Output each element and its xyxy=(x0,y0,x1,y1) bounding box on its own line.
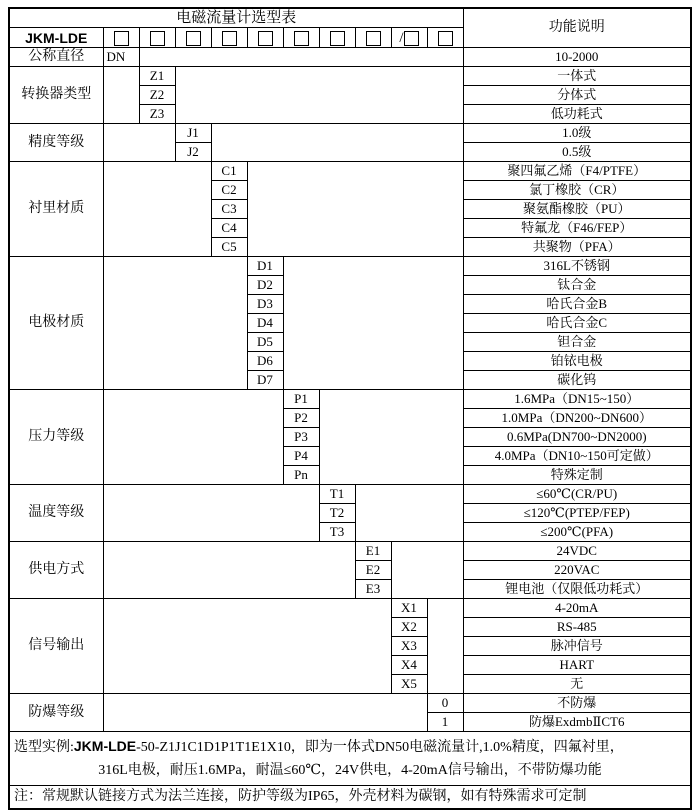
model-checkbox[interactable] xyxy=(404,31,419,46)
code-cell: D6 xyxy=(247,352,283,371)
spacer-cell xyxy=(103,542,355,599)
model-code-cell-dn xyxy=(103,28,139,48)
code-cell: T3 xyxy=(319,523,355,542)
code-cell: X3 xyxy=(391,637,427,656)
model-code-cell-x xyxy=(391,28,427,48)
example-line2: 316L电极，耐压1.6MPa，耐温≤60℃，24V供电，4-20mA信号输出，不带防爆功能 xyxy=(98,763,602,779)
spacer-cell xyxy=(103,485,319,542)
spacer-cell xyxy=(283,257,463,390)
desc-cell: RS-485 xyxy=(463,618,691,637)
code-cell: D1 xyxy=(247,257,283,276)
spacer-cell xyxy=(319,390,463,485)
code-cell: P1 xyxy=(283,390,319,409)
desc-cell: 低功耗式 xyxy=(463,105,691,124)
desc-cell: 钽合金 xyxy=(463,333,691,352)
footnote: 注：常规默认链接方式为法兰连接，防护等级为IP65，外壳材料为碳钢，如有特殊需求可定制 xyxy=(9,786,691,810)
code-cell: Z2 xyxy=(139,86,175,105)
section-label-liner: 衬里材质 xyxy=(9,162,103,257)
model-checkbox[interactable] xyxy=(330,31,345,46)
model-code-cell-ex xyxy=(427,28,463,48)
code-cell: X1 xyxy=(391,599,427,618)
code-cell: E3 xyxy=(355,580,391,599)
code-cell: D5 xyxy=(247,333,283,352)
desc-cell: 防爆ExdmbⅡCT6 xyxy=(463,713,691,732)
code-cell: X2 xyxy=(391,618,427,637)
code-cell: Z1 xyxy=(139,67,175,86)
code-cell: DN xyxy=(103,48,139,67)
code-cell: P2 xyxy=(283,409,319,428)
spacer-cell xyxy=(103,694,427,732)
desc-cell: 铂铱电极 xyxy=(463,352,691,371)
model-code-cell-p xyxy=(283,28,319,48)
model-checkbox[interactable] xyxy=(186,31,201,46)
code-cell: T2 xyxy=(319,504,355,523)
section-label-temperature: 温度等级 xyxy=(9,485,103,542)
model-checkbox[interactable] xyxy=(294,31,309,46)
code-cell: D2 xyxy=(247,276,283,295)
desc-cell: 哈氏合金C xyxy=(463,314,691,333)
desc-cell: 24VDC xyxy=(463,542,691,561)
code-cell: D7 xyxy=(247,371,283,390)
code-cell: E1 xyxy=(355,542,391,561)
desc-cell: 钛合金 xyxy=(463,276,691,295)
model-code-cell-z xyxy=(139,28,175,48)
section-label-explosion: 防爆等级 xyxy=(9,694,103,732)
spacer-cell xyxy=(103,67,139,124)
model-checkbox[interactable] xyxy=(150,31,165,46)
selection-table xyxy=(8,7,692,810)
desc-cell: 1.6MPa（DN15~150） xyxy=(463,390,691,409)
code-cell: T1 xyxy=(319,485,355,504)
code-cell: Pn xyxy=(283,466,319,485)
desc-cell: 0.5级 xyxy=(463,143,691,162)
function-column-header: 功能说明 xyxy=(463,8,691,48)
desc-cell: 0.6MPa(DN700~DN2000) xyxy=(463,428,691,447)
section-label-electrode: 电极材质 xyxy=(9,257,103,390)
desc-cell: 1.0级 xyxy=(463,124,691,143)
model-code-cell-t xyxy=(319,28,355,48)
code-cell: J2 xyxy=(175,143,211,162)
table-title: 电磁流量计选型表 xyxy=(9,8,463,28)
desc-cell: 脉冲信号 xyxy=(463,637,691,656)
model-checkbox[interactable] xyxy=(438,31,453,46)
example-model: JKM-LDE xyxy=(73,738,137,755)
desc-cell: 316L不锈钢 xyxy=(463,257,691,276)
selection-example xyxy=(9,732,691,786)
spacer-cell xyxy=(211,124,463,162)
spacer-cell xyxy=(247,162,463,257)
spacer-cell xyxy=(103,257,247,390)
desc-cell: 分体式 xyxy=(463,86,691,105)
code-cell: C4 xyxy=(211,219,247,238)
section-label-pressure: 压力等级 xyxy=(9,390,103,485)
model-code-cell-c xyxy=(211,28,247,48)
spacer-cell xyxy=(103,124,175,162)
spacer-cell xyxy=(427,599,463,694)
model-checkbox[interactable] xyxy=(366,31,381,46)
model-code-cell-d xyxy=(247,28,283,48)
code-cell: 0 xyxy=(427,694,463,713)
code-cell: J1 xyxy=(175,124,211,143)
desc-cell: 无 xyxy=(463,675,691,694)
spacer-cell xyxy=(139,48,463,67)
spacer-cell xyxy=(391,542,463,599)
code-cell: Z3 xyxy=(139,105,175,124)
example-tail: -50-Z1J1C1D1P1T1E1X10，即为一体式DN50电磁流量计,1.0%精度，四氟衬里， xyxy=(136,740,624,756)
desc-cell: ≤120℃(PTEP/FEP) xyxy=(463,504,691,523)
code-cell: D4 xyxy=(247,314,283,333)
model-checkbox[interactable] xyxy=(222,31,237,46)
desc-cell: ≤200℃(PFA) xyxy=(463,523,691,542)
desc-cell: 锂电池（仅限低功耗式） xyxy=(463,580,691,599)
example-prefix: 选型实例: xyxy=(14,740,74,756)
code-cell: C3 xyxy=(211,200,247,219)
spacer-cell xyxy=(103,162,211,257)
section-label-converter: 转换器类型 xyxy=(9,67,103,124)
code-cell: 1 xyxy=(427,713,463,732)
spacer-cell xyxy=(175,67,463,124)
section-label-dn: 公称直径 xyxy=(9,48,103,67)
model-prefix: JKM-LDE xyxy=(9,28,103,48)
model-code-cell-e xyxy=(355,28,391,48)
desc-cell: HART xyxy=(463,656,691,675)
code-cell: E2 xyxy=(355,561,391,580)
example-line1 xyxy=(14,735,686,759)
code-cell: C2 xyxy=(211,181,247,200)
desc-cell: 一体式 xyxy=(463,67,691,86)
desc-cell: 10-2000 xyxy=(463,48,691,67)
spacer-cell xyxy=(103,599,391,694)
code-cell: D3 xyxy=(247,295,283,314)
desc-cell: 4.0MPa（DN10~150可定做） xyxy=(463,447,691,466)
desc-cell: 不防爆 xyxy=(463,694,691,713)
desc-cell: 特殊定制 xyxy=(463,466,691,485)
section-label-accuracy: 精度等级 xyxy=(9,124,103,162)
model-checkbox[interactable] xyxy=(258,31,273,46)
slash-text: / xyxy=(399,30,404,47)
desc-cell: 4-20mA xyxy=(463,599,691,618)
code-cell: C1 xyxy=(211,162,247,181)
section-label-signal: 信号输出 xyxy=(9,599,103,694)
desc-cell: ≤60℃(CR/PU) xyxy=(463,485,691,504)
section-label-power: 供电方式 xyxy=(9,542,103,599)
code-cell: X5 xyxy=(391,675,427,694)
model-code-cell-j xyxy=(175,28,211,48)
desc-cell: 碳化钨 xyxy=(463,371,691,390)
code-cell: P4 xyxy=(283,447,319,466)
desc-cell: 聚四氟乙烯（F4/PTFE） xyxy=(463,162,691,181)
desc-cell: 氯丁橡胶（CR） xyxy=(463,181,691,200)
model-checkbox[interactable] xyxy=(114,31,129,46)
desc-cell: 共聚物（PFA） xyxy=(463,238,691,257)
code-cell: C5 xyxy=(211,238,247,257)
spacer-cell xyxy=(355,485,463,542)
spacer-cell xyxy=(103,390,283,485)
desc-cell: 聚氨酯橡胶（PU） xyxy=(463,200,691,219)
desc-cell: 220VAC xyxy=(463,561,691,580)
code-cell: P3 xyxy=(283,428,319,447)
desc-cell: 1.0MPa（DN200~DN600） xyxy=(463,409,691,428)
desc-cell: 特氟龙（F46/FEP） xyxy=(463,219,691,238)
desc-cell: 哈氏合金B xyxy=(463,295,691,314)
code-cell: X4 xyxy=(391,656,427,675)
